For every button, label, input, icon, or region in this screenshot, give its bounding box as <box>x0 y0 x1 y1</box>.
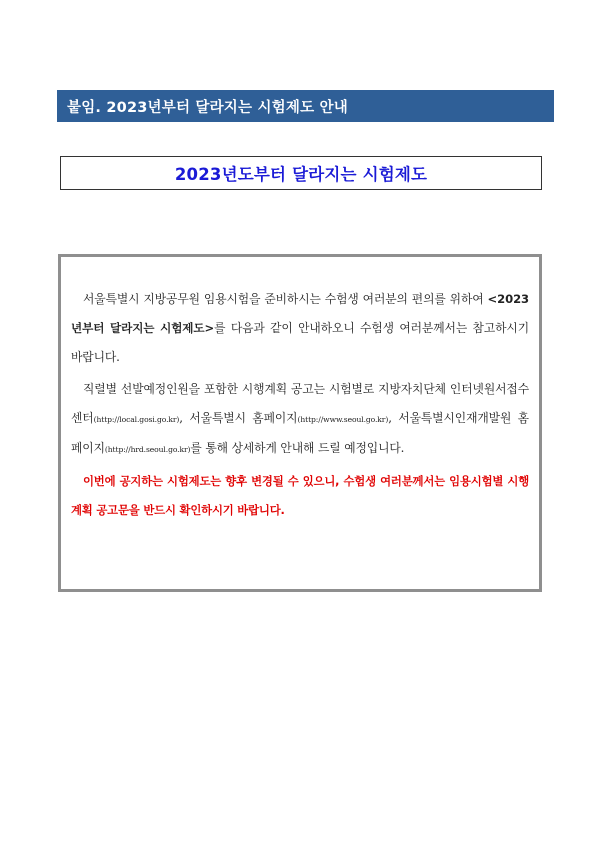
seoul-url: (http://www.seoul.go.kr) <box>297 415 389 424</box>
section-banner <box>57 90 554 122</box>
warning-paragraph <box>71 467 529 525</box>
announcement-text-3: , 서울특별시인재개발원 홈페이지 <box>71 411 529 455</box>
announcement-text-1: 직렬별 선발예정인원을 포함한 시행계획 공고는 시험별로 지방자치단체 인터넷원서접수센터 <box>71 382 529 425</box>
announcement-paragraph <box>71 375 529 464</box>
intro-paragraph <box>71 285 529 372</box>
announcement-text-4: 를 통해 상세하게 안내해 드릴 예정입니다. <box>190 441 405 455</box>
warning-text: 이번에 공지하는 시험제도는 향후 변경될 수 있으니, 수험생 여러분께서는 임용시험별 시행계획 공고문을 반드시 확인하시기 바랍니다. <box>71 474 529 517</box>
intro-text-after: 를 다음과 같이 안내하오니 수험생 여러분께서는 참고하시기 바랍니다. <box>71 321 530 364</box>
document-title-box <box>60 156 542 190</box>
hrd-url: (http://hrd.seoul.go.kr) <box>104 445 191 454</box>
intro-text-before: 서울특별시 지방공무원 임용시험을 준비하시는 수험생 여러분의 편의를 위하여 <box>83 292 488 306</box>
notice-box <box>58 254 542 592</box>
banner-title: 붙임. 2023년부터 달라지는 시험제도 안내 <box>67 99 348 116</box>
document-title: 2023년도부터 달라지는 시험제도 <box>174 165 428 184</box>
gosi-url: (http://local.gosi.go.kr) <box>93 415 180 424</box>
intro-highlight: <2023년부터 달라지는 시험제도> <box>71 292 529 335</box>
announcement-text-2: , 서울특별시 홈페이지 <box>179 411 298 425</box>
